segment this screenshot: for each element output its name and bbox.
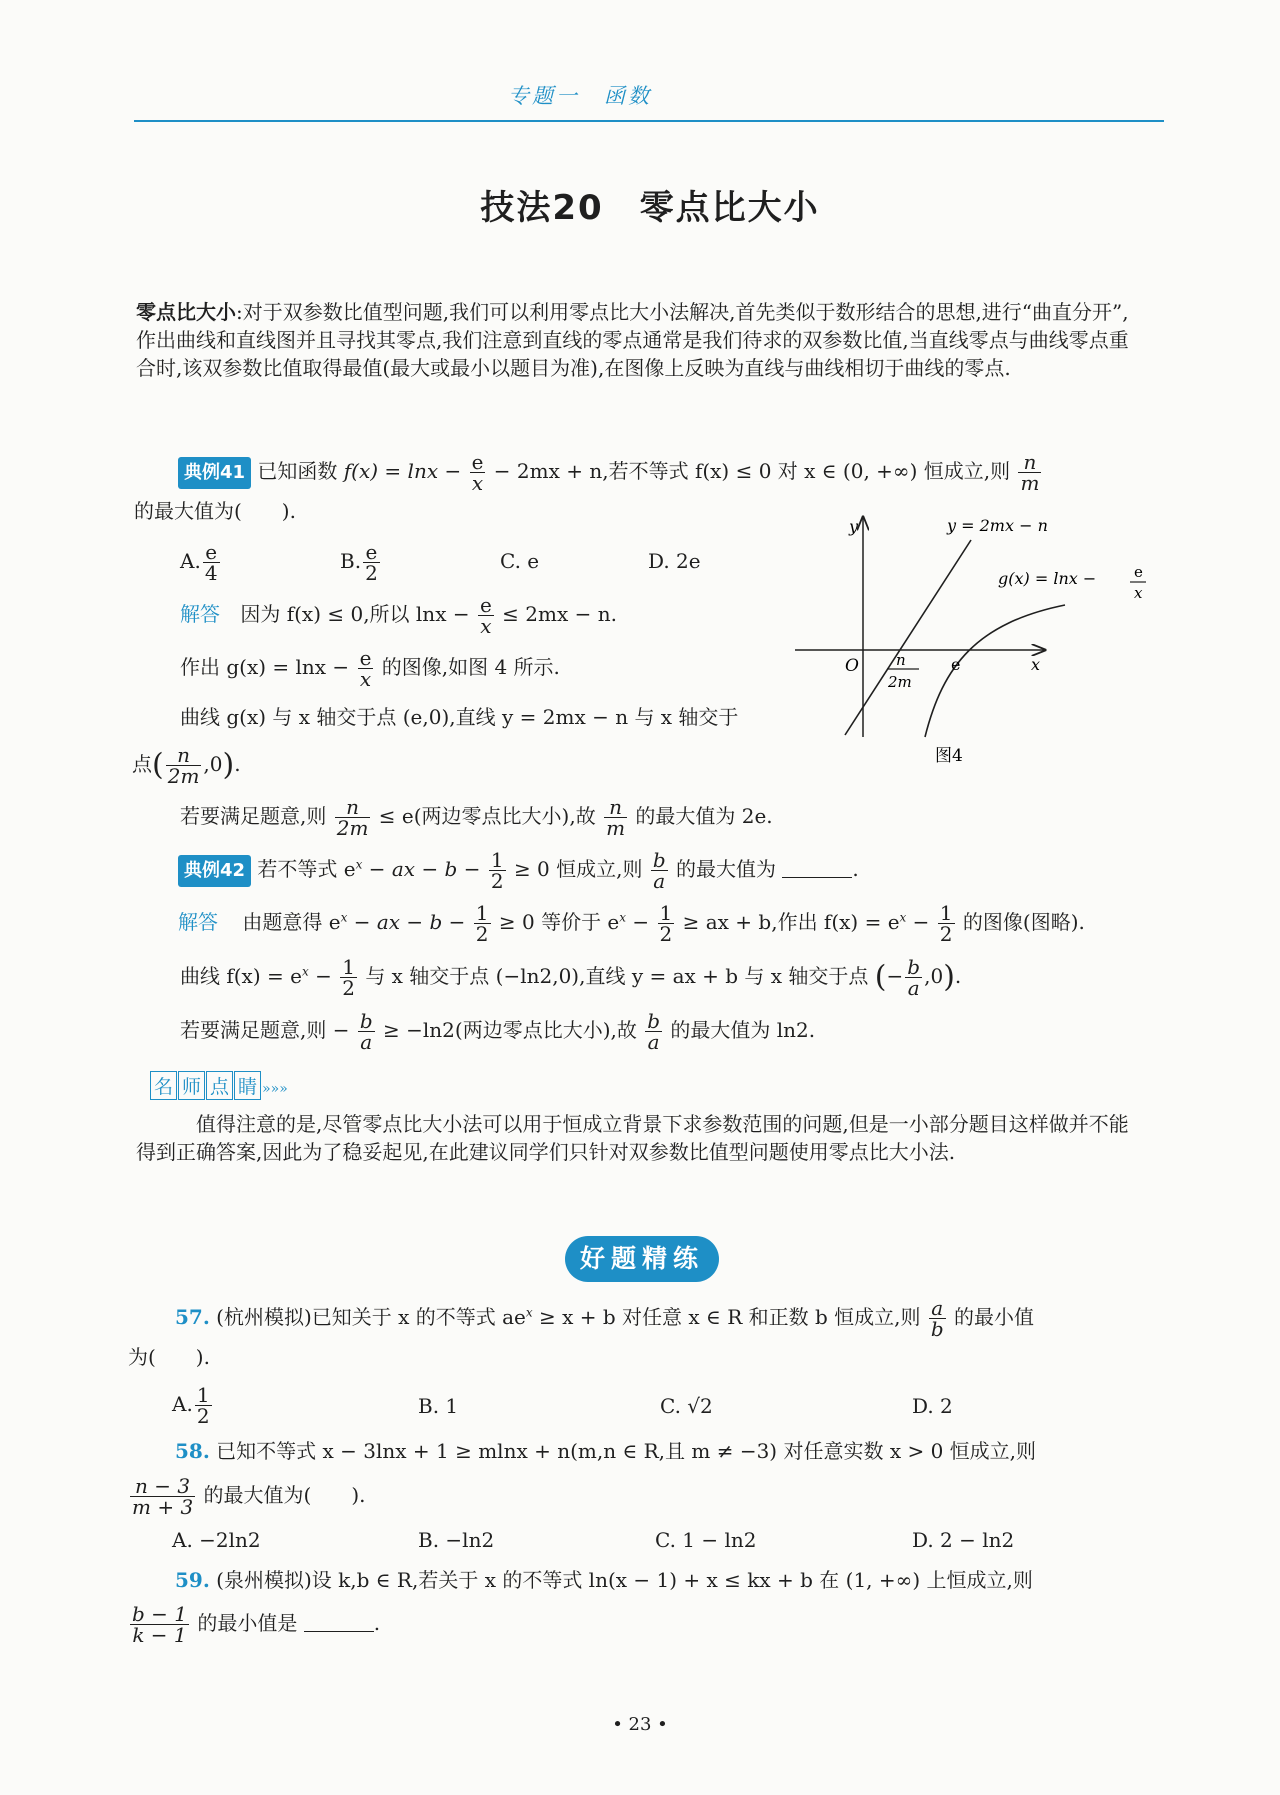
question-59: 59. (泉州模拟)设 k,b ∈ R,若关于 x 的不等式 ln(x − 1) + x ≤ kx + b 在 (1, +∞) 上恒成立,则 — [175, 1568, 1033, 1592]
q58-option-c: C. 1 − ln2 — [655, 1528, 757, 1552]
ex41-badge: 典例41 — [178, 457, 251, 489]
ex41-stem-a: 已知函数 — [257, 459, 338, 483]
q57-option-b: B. 1 — [418, 1394, 459, 1418]
ex41-stem-d: f(x) ≤ 0 对 x ∈ (0, +∞) 恒成立,则 — [694, 459, 1011, 483]
ex41-stem-c: − 2mx + n,若不等式 — [493, 459, 689, 483]
figure-caption: 图4 — [935, 746, 963, 766]
intro-text: :对于双参数比值型问题,我们可以利用零点比大小法解决,首先类似于数形结合的思想,进行“曲直分开”,作出曲线和直线图并且寻找其零点,我们注意到直线的零点通常是我们待求的双参数比值,当直线零点与曲线零点重合时,该双参数比值取得最值(最大或最小以题目为准),在图像上反映为直线与曲线相切于曲线的零点. — [136, 300, 1129, 380]
intro-lead: 零点比大小 — [136, 300, 236, 324]
ex42-badge: 典例42 — [178, 855, 251, 887]
q57-option-a: A. $\frac{1}{2}$ — [172, 1383, 210, 1428]
ex41-solution-line3: 曲线 g(x) 与 x 轴交于点 (e,0),直线 y = 2mx − n 与 x 轴交于 — [180, 705, 739, 729]
ex41-stem — [178, 452, 1043, 493]
ex41-option-d: D. 2e — [648, 549, 701, 573]
ex41-solution-line5: 若要满足题意,则 $\frac{n}{2m}$ ≤ e(两边零点比大小),故 $\frac{n}{m}$ 的最大值为 2e. — [180, 795, 773, 840]
q57-option-c: C. √2 — [660, 1394, 713, 1418]
question-58: 58. 已知不等式 x − 3lnx + 1 ≥ mlnx + n(m,n ∈ R,且 m ≠ −3) 对任意实数 x > 0 恒成立,则 — [175, 1439, 1037, 1463]
q58-option-b: B. −ln2 — [418, 1528, 495, 1552]
y-axis-label: y — [849, 517, 859, 536]
ex42-answer-tag: 解答 — [178, 910, 218, 934]
question-57-end: 为( ). — [128, 1345, 210, 1369]
ex42-stem: 典例42 若不等式 $e^x$ − ax − b − $\frac{1}{2}$ ≥ 0 恒成立,则 $\frac{b}{a}$ 的最大值为 . — [178, 850, 859, 891]
ex41-solution-line1: 解答 因为 f(x) ≤ 0,所以 lnx − $\frac{e}{x}$ ≤ 2mx − n. — [180, 593, 617, 638]
ex42-answer-blank — [782, 877, 852, 878]
ex41-option-b: B. $\frac{e}{2}$ — [340, 540, 378, 585]
svg-text:x: x — [1134, 584, 1143, 602]
ex41-stem-end: 的最大值为( ). — [134, 499, 296, 523]
page-title: 技法20 零点比大小 — [480, 188, 820, 228]
e-tick-label: e — [951, 655, 961, 674]
ex41-solution-line4: 点( $\frac{n}{2m}$ ,0). — [132, 743, 241, 788]
ex41-solution-line2: 作出 g(x) = lnx − $\frac{e}{x}$ 的图像,如图 4 所示. — [180, 646, 560, 691]
ex41-answer-tag: 解答 — [180, 602, 220, 626]
question-58-cont: $\frac{n - 3}{m + 3}$ 的最大值为( ). — [132, 1474, 366, 1519]
question-59-cont: $\frac{b - 1}{k - 1}$ 的最小值是 . — [132, 1602, 381, 1647]
question-57: 57. (杭州模拟)已知关于 x 的不等式 $ae^x \ge x + b$ 对任意 x ∈ R 和正数 b 恒成立,则 $\frac{a}{b}$ 的最小值 — [175, 1296, 1035, 1341]
curve-label: g(x) = lnx − — [998, 569, 1097, 588]
ex41-frac-e-over-x: $\frac{e}{x}$ — [471, 450, 484, 495]
line-label: y = 2mx − n — [947, 516, 1048, 535]
ex41-frac-n-over-m: $\frac{n}{m}$ — [1020, 450, 1040, 495]
section-title-pill: 好题精练 — [565, 1236, 719, 1282]
page-number: • 23 • — [612, 1714, 668, 1735]
two-m-label: 2m — [888, 673, 912, 691]
intro-paragraph — [136, 298, 1146, 382]
ex41-stem-b: f(x) = lnx − — [343, 459, 462, 483]
origin-label: O — [845, 656, 859, 676]
figure-4 — [795, 505, 1155, 775]
q57-option-d: D. 2 — [912, 1394, 953, 1418]
ex42-solution-line1: 解答 由题意得 $e^x$ − ax − b − $\frac{1}{2}$ ≥ 0 等价于 $e^x$ − $\frac{1}{2}$ ≥ ax + b,作出 $f(x) = e^x$ − $\frac{1}{2}$ 的图像(图略). — [178, 901, 1085, 946]
x-axis-label: x — [1031, 655, 1041, 674]
tip-text: 值得注意的是,尽管零点比大小法可以用于恒成立背景下求参数范围的问题,但是一小部分题目这样做并不能得到正确答案,因此为了稳妥起见,在此建议同学们只针对双参数比值型问题使用零点比大小法. — [136, 1112, 1129, 1164]
ex42-solution-line3: 若要满足题意,则 − $\frac{b}{a}$ ≥ −ln2(两边零点比大小),故 $\frac{b}{a}$ 的最大值为 ln2. — [180, 1009, 816, 1054]
q58-option-a: A. −2ln2 — [172, 1528, 261, 1552]
header-rule — [134, 120, 1164, 122]
q58-option-d: D. 2 − ln2 — [912, 1528, 1015, 1552]
straight-line — [845, 540, 971, 735]
running-header: 专题一 函数 — [508, 84, 652, 108]
log-curve — [925, 605, 1065, 737]
ex41-option-c: C. e — [500, 549, 540, 573]
ex41-option-a: A. $\frac{e}{4}$ — [180, 540, 218, 585]
q59-answer-blank — [304, 1631, 374, 1632]
n-label: n — [896, 651, 906, 669]
tip-heading: 名 师 点 睛 »»» — [150, 1071, 288, 1100]
curve-label-e: e — [1134, 563, 1143, 581]
ex42-solution-line2: 曲线 $f(x) = e^x$ − $\frac{1}{2}$ 与 x 轴交于点 (−ln2,0),直线 y = ax + b 与 x 轴交于点 (− $\frac{b}{a}$ ,0). — [180, 955, 962, 1000]
